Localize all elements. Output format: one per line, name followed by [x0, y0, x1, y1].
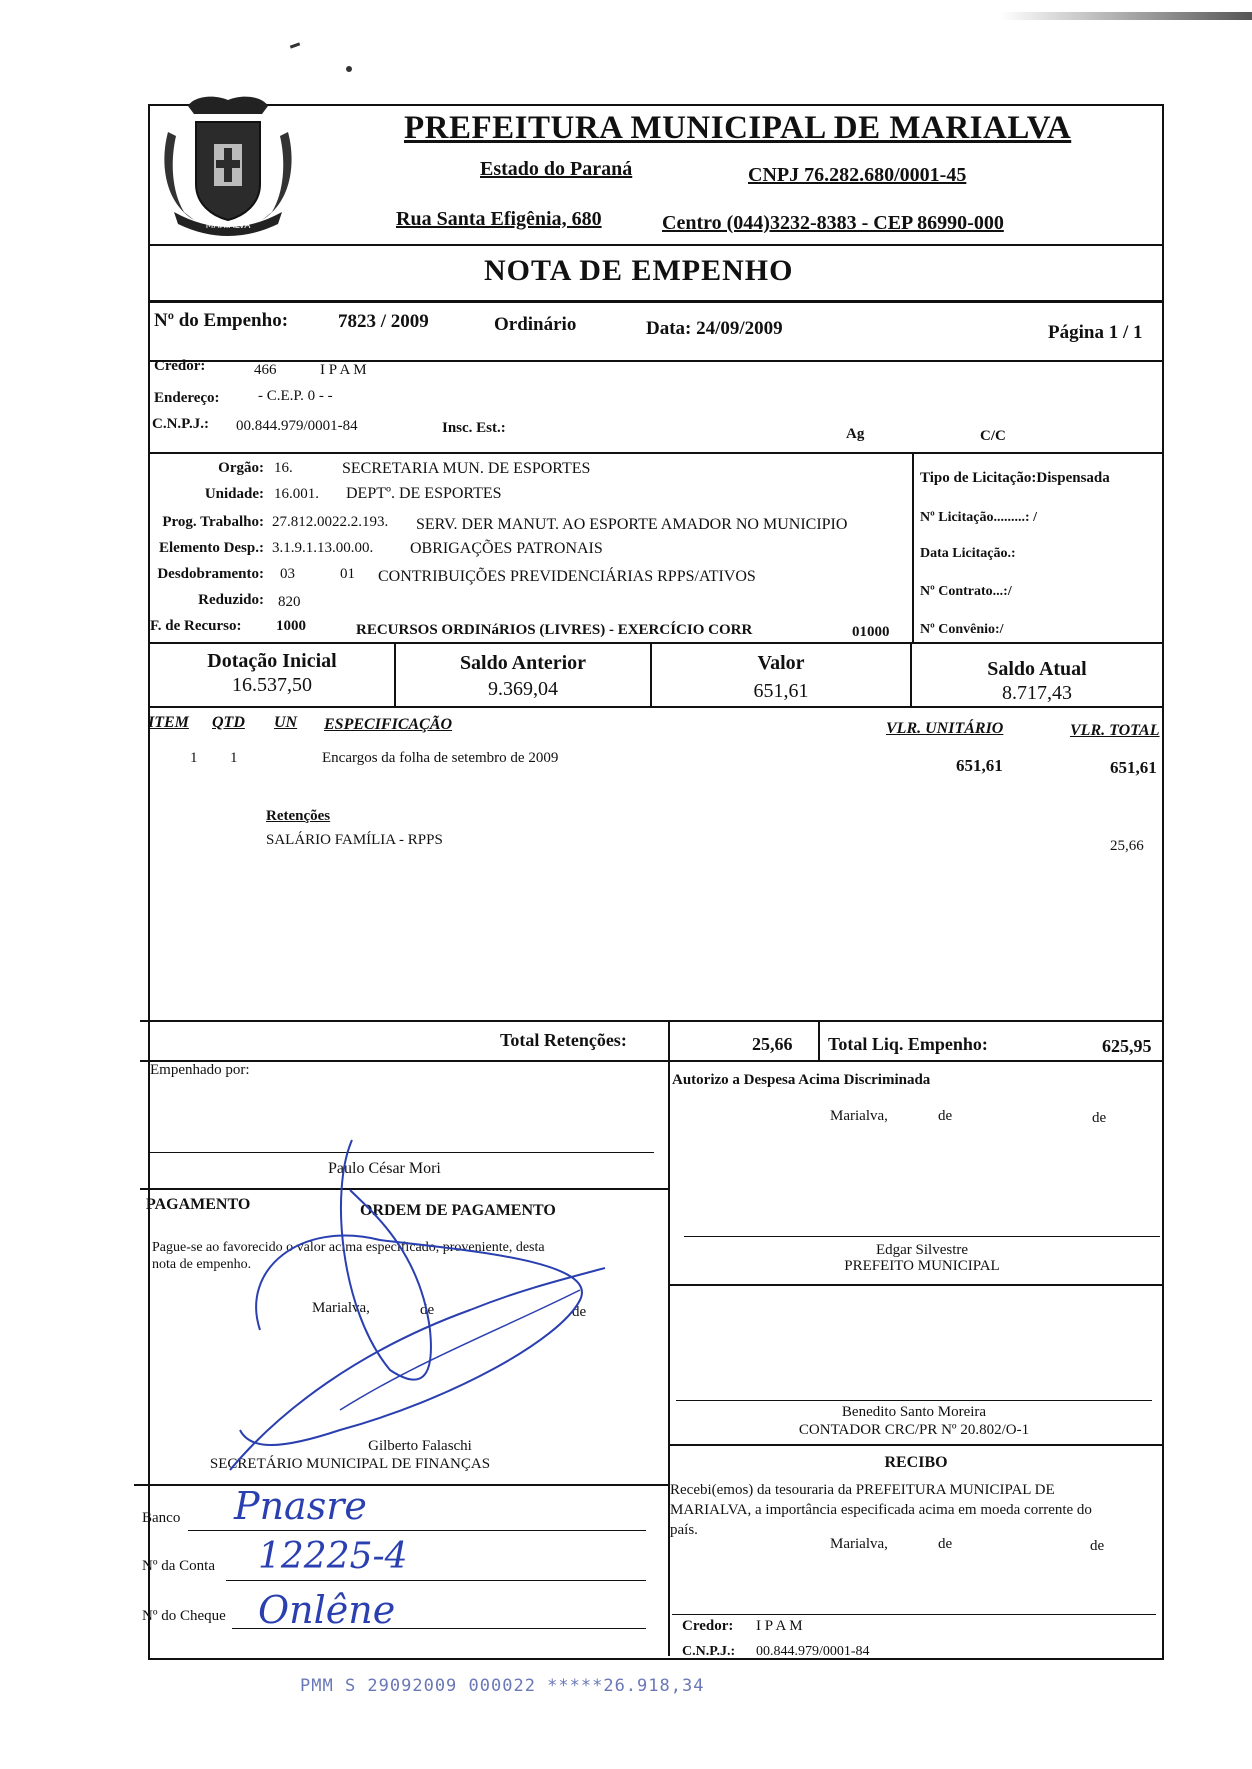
signature-line [672, 1614, 1156, 1615]
recibo-text-1: Recebi(emos) da tesouraria da PREFEITURA MUNICIPAL DE [670, 1482, 1055, 1498]
unidade-label: Unidade: [204, 486, 264, 502]
cheque-handwritten: Onlêne [258, 1588, 396, 1632]
item-quantity: 1 [230, 750, 238, 766]
municipal-coat-of-arms-icon [154, 92, 302, 242]
svg-text:MARIALVA: MARIALVA [205, 221, 251, 231]
valor-label: Valor [757, 652, 805, 674]
prefeitura-cnpj: CNPJ 76.282.680/0001-45 [748, 164, 967, 186]
divider [140, 1020, 1164, 1022]
empenho-number-label: Nº do Empenho: [154, 310, 289, 331]
divider [668, 1284, 1164, 1286]
divider [148, 244, 1164, 246]
desdobramento-code-2: 01 [340, 566, 355, 582]
prefeito-name: Edgar Silvestre [875, 1242, 969, 1258]
pagamento-de-2: de [572, 1304, 587, 1320]
retencao-value: 25,66 [1110, 838, 1144, 854]
programa-trabalho-name: SERV. DER MANUT. AO ESPORTE AMADOR NO MUNICIPIO [416, 516, 848, 533]
page-number: Página 1 / 1 [1048, 322, 1143, 343]
endereco-value: - C.E.P. 0 - - [258, 388, 333, 404]
ordem-pagamento-text: Pague-se ao favorecido o valor acima especificado, proveniente, desta [152, 1240, 545, 1255]
retencao-description: SALÁRIO FAMÍLIA - RPPS [266, 832, 443, 848]
autorizo-de-2: de [1092, 1110, 1107, 1126]
secretario-name: Gilberto Falaschi [368, 1438, 472, 1454]
saldo-anterior-value: 9.369,04 [488, 678, 558, 700]
conta-line [226, 1580, 646, 1581]
insc-est-label: Insc. Est.: [442, 420, 506, 436]
recibo-credor-label: Credor: [682, 1618, 734, 1634]
column-header-valor-unitario: VLR. UNITÁRIO [886, 720, 1004, 737]
prefeitura-title: PREFEITURA MUNICIPAL DE MARIALVA [404, 110, 1072, 146]
recibo-cnpj-label: C.N.P.J.: [682, 1644, 736, 1659]
fonte-recurso-number: 01000 [852, 624, 890, 640]
desdobramento-label: Desdobramento: [157, 566, 264, 582]
pagamento-label: PAGAMENTO [146, 1196, 251, 1213]
saldo-atual-value: 8.717,43 [1002, 682, 1072, 704]
reduzido-label: Reduzido: [198, 592, 264, 608]
recibo-place: Marialva, [830, 1536, 888, 1552]
handwritten-signature [220, 1130, 640, 1480]
signature-line [676, 1400, 1152, 1401]
recibo-text-2: MARIALVA, a importância especificada acima em moeda corrente do [670, 1502, 1092, 1518]
desdobramento-code-1: 03 [280, 566, 295, 582]
document-type-title: NOTA DE EMPENHO [484, 254, 794, 287]
desdobramento-name: CONTRIBUIÇÕES PREVIDENCIÁRIAS RPPS/ATIVOS [378, 568, 756, 585]
empenho-number: 7823 / 2009 [338, 311, 429, 332]
recibo-label: RECIBO [884, 1454, 948, 1471]
divider [912, 452, 914, 644]
prefeito-title: PREFEITO MUNICIPAL [844, 1258, 1000, 1274]
fonte-recurso-label: F. de Recurso: [150, 618, 242, 634]
numero-convenio: Nº Convênio:/ [920, 622, 1004, 637]
scan-edge-shadow [1000, 12, 1252, 20]
saldo-anterior-label: Saldo Anterior [459, 652, 587, 674]
autorizo-place: Marialva, [830, 1108, 888, 1124]
state-name: Estado do Paraná [480, 158, 633, 180]
divider [668, 1020, 670, 1060]
data-licitacao: Data Licitação.: [920, 546, 1016, 561]
empenhado-por-name: Paulo César Mori [328, 1160, 441, 1177]
conta-handwritten: 12225-4 [258, 1536, 408, 1577]
ordem-pagamento-label: ORDEM DE PAGAMENTO [360, 1202, 556, 1219]
prefeitura-address: Rua Santa Efigênia, 680 [396, 208, 602, 230]
reduzido-value: 820 [278, 594, 301, 610]
divider [134, 1484, 668, 1486]
recibo-text-3: país. [670, 1522, 698, 1538]
total-retencoes-label: Total Retenções: [500, 1030, 627, 1050]
secretario-title: SECRETÁRIO MUNICIPAL DE FINANÇAS [209, 1456, 491, 1472]
elemento-despesa-name: OBRIGAÇÕES PATRONAIS [410, 540, 603, 557]
recibo-de-2: de [1090, 1538, 1105, 1554]
cheque-label: Nº do Cheque [142, 1608, 226, 1624]
orgao-label: Orgão: [218, 460, 264, 476]
prefeitura-district-phone: Centro (044)3232-8383 - CEP 86990-000 [662, 212, 1004, 234]
fonte-recurso-name: RECURSOS ORDINáRIOS (LIVRES) - EXERCÍCIO CORR [356, 622, 753, 638]
unidade-name: DEPTº. DE ESPORTES [346, 485, 502, 502]
numero-contrato: Nº Contrato...:/ [920, 584, 1012, 599]
programa-trabalho-label: Prog. Trabalho: [162, 514, 264, 530]
total-liquido-value: 625,95 [1102, 1036, 1152, 1056]
recibo-de-1: de [938, 1536, 953, 1552]
programa-trabalho-code: 27.812.0022.2.193. [272, 514, 389, 530]
recibo-cnpj: 00.844.979/0001-84 [756, 1644, 870, 1659]
unidade-code: 16.001. [274, 486, 319, 502]
item-description: Encargos da folha de setembro de 2009 [322, 750, 559, 766]
divider [148, 642, 1164, 644]
column-header-valor-total: VLR. TOTAL [1070, 722, 1160, 739]
item-total-value: 651,61 [1110, 758, 1157, 777]
scan-speck [346, 66, 352, 72]
autorizo-label: Autorizo a Despesa Acima Discriminada [672, 1072, 931, 1088]
credor-cnpj: 00.844.979/0001-84 [236, 418, 358, 434]
saldo-atual-label: Saldo Atual [987, 658, 1087, 680]
autorizo-de-1: de [938, 1108, 953, 1124]
divider [818, 1020, 820, 1060]
orgao-code: 16. [274, 460, 293, 476]
divider [148, 706, 1164, 708]
endereco-label: Endereço: [154, 390, 220, 406]
signature-line [684, 1236, 1160, 1237]
credor-name: I P A M [320, 362, 367, 378]
retencoes-label: Retenções [266, 808, 331, 824]
banco-label: Banco [142, 1510, 181, 1526]
ordem-pagamento-text-2: nota de empenho. [152, 1257, 252, 1272]
scan-speck [290, 42, 300, 48]
banco-handwritten: Pnasre [234, 1484, 367, 1528]
numero-licitacao: Nº Licitação.........: / [920, 510, 1037, 525]
column-header-qtd: QTD [212, 714, 245, 731]
item-unit-value: 651,61 [956, 756, 1003, 775]
divider [148, 300, 1164, 303]
column-header-especificacao: ESPECIFICAÇÃO [324, 716, 453, 733]
conta-label: Nº da Conta [142, 1558, 215, 1574]
total-liquido-label: Total Liq. Empenho: [828, 1034, 988, 1054]
credor-code: 466 [254, 362, 277, 378]
credor-cnpj-label: C.N.P.J.: [152, 416, 209, 432]
column-header-item: ITEM [148, 714, 189, 731]
divider [148, 452, 1164, 454]
banco-line [188, 1530, 646, 1531]
pagamento-place: Marialva, [312, 1300, 370, 1316]
agencia-label: Ag [846, 426, 865, 442]
credor-label: Credor: [154, 358, 206, 374]
column-header-un: UN [274, 714, 298, 731]
contador-name: Benedito Santo Moreira [841, 1404, 987, 1420]
divider [148, 360, 1164, 362]
divider [140, 1060, 1164, 1062]
empenho-type: Ordinário [494, 314, 577, 335]
empenhado-por-label: Empenhado por: [150, 1062, 250, 1078]
dotacao-inicial-label: Dotação Inicial [207, 650, 337, 672]
item-number: 1 [190, 750, 198, 766]
divider [668, 1444, 1164, 1446]
empenho-date: Data: 24/09/2009 [646, 318, 783, 339]
contador-title: CONTADOR CRC/PR Nº 20.802/O-1 [798, 1422, 1030, 1438]
pagamento-de-1: de [420, 1302, 435, 1318]
recibo-credor-name: I P A M [756, 1618, 803, 1634]
divider [668, 1060, 670, 1656]
dotacao-inicial-value: 16.537,50 [232, 674, 312, 696]
elemento-despesa-code: 3.1.9.1.13.00.00. [272, 540, 374, 556]
total-retencoes-value: 25,66 [752, 1034, 793, 1054]
valor-value: 651,61 [753, 680, 809, 702]
tipo-licitacao: Tipo de Licitação:Dispensada [920, 470, 1110, 486]
orgao-name: SECRETARIA MUN. DE ESPORTES [342, 460, 591, 477]
elemento-despesa-label: Elemento Desp.: [159, 540, 264, 556]
conta-corrente-label: C/C [980, 428, 1006, 444]
bank-authentication-stamp: PMM S 29092009 000022 *****26.918,34 [300, 1676, 705, 1696]
fonte-recurso-code: 1000 [276, 618, 306, 634]
